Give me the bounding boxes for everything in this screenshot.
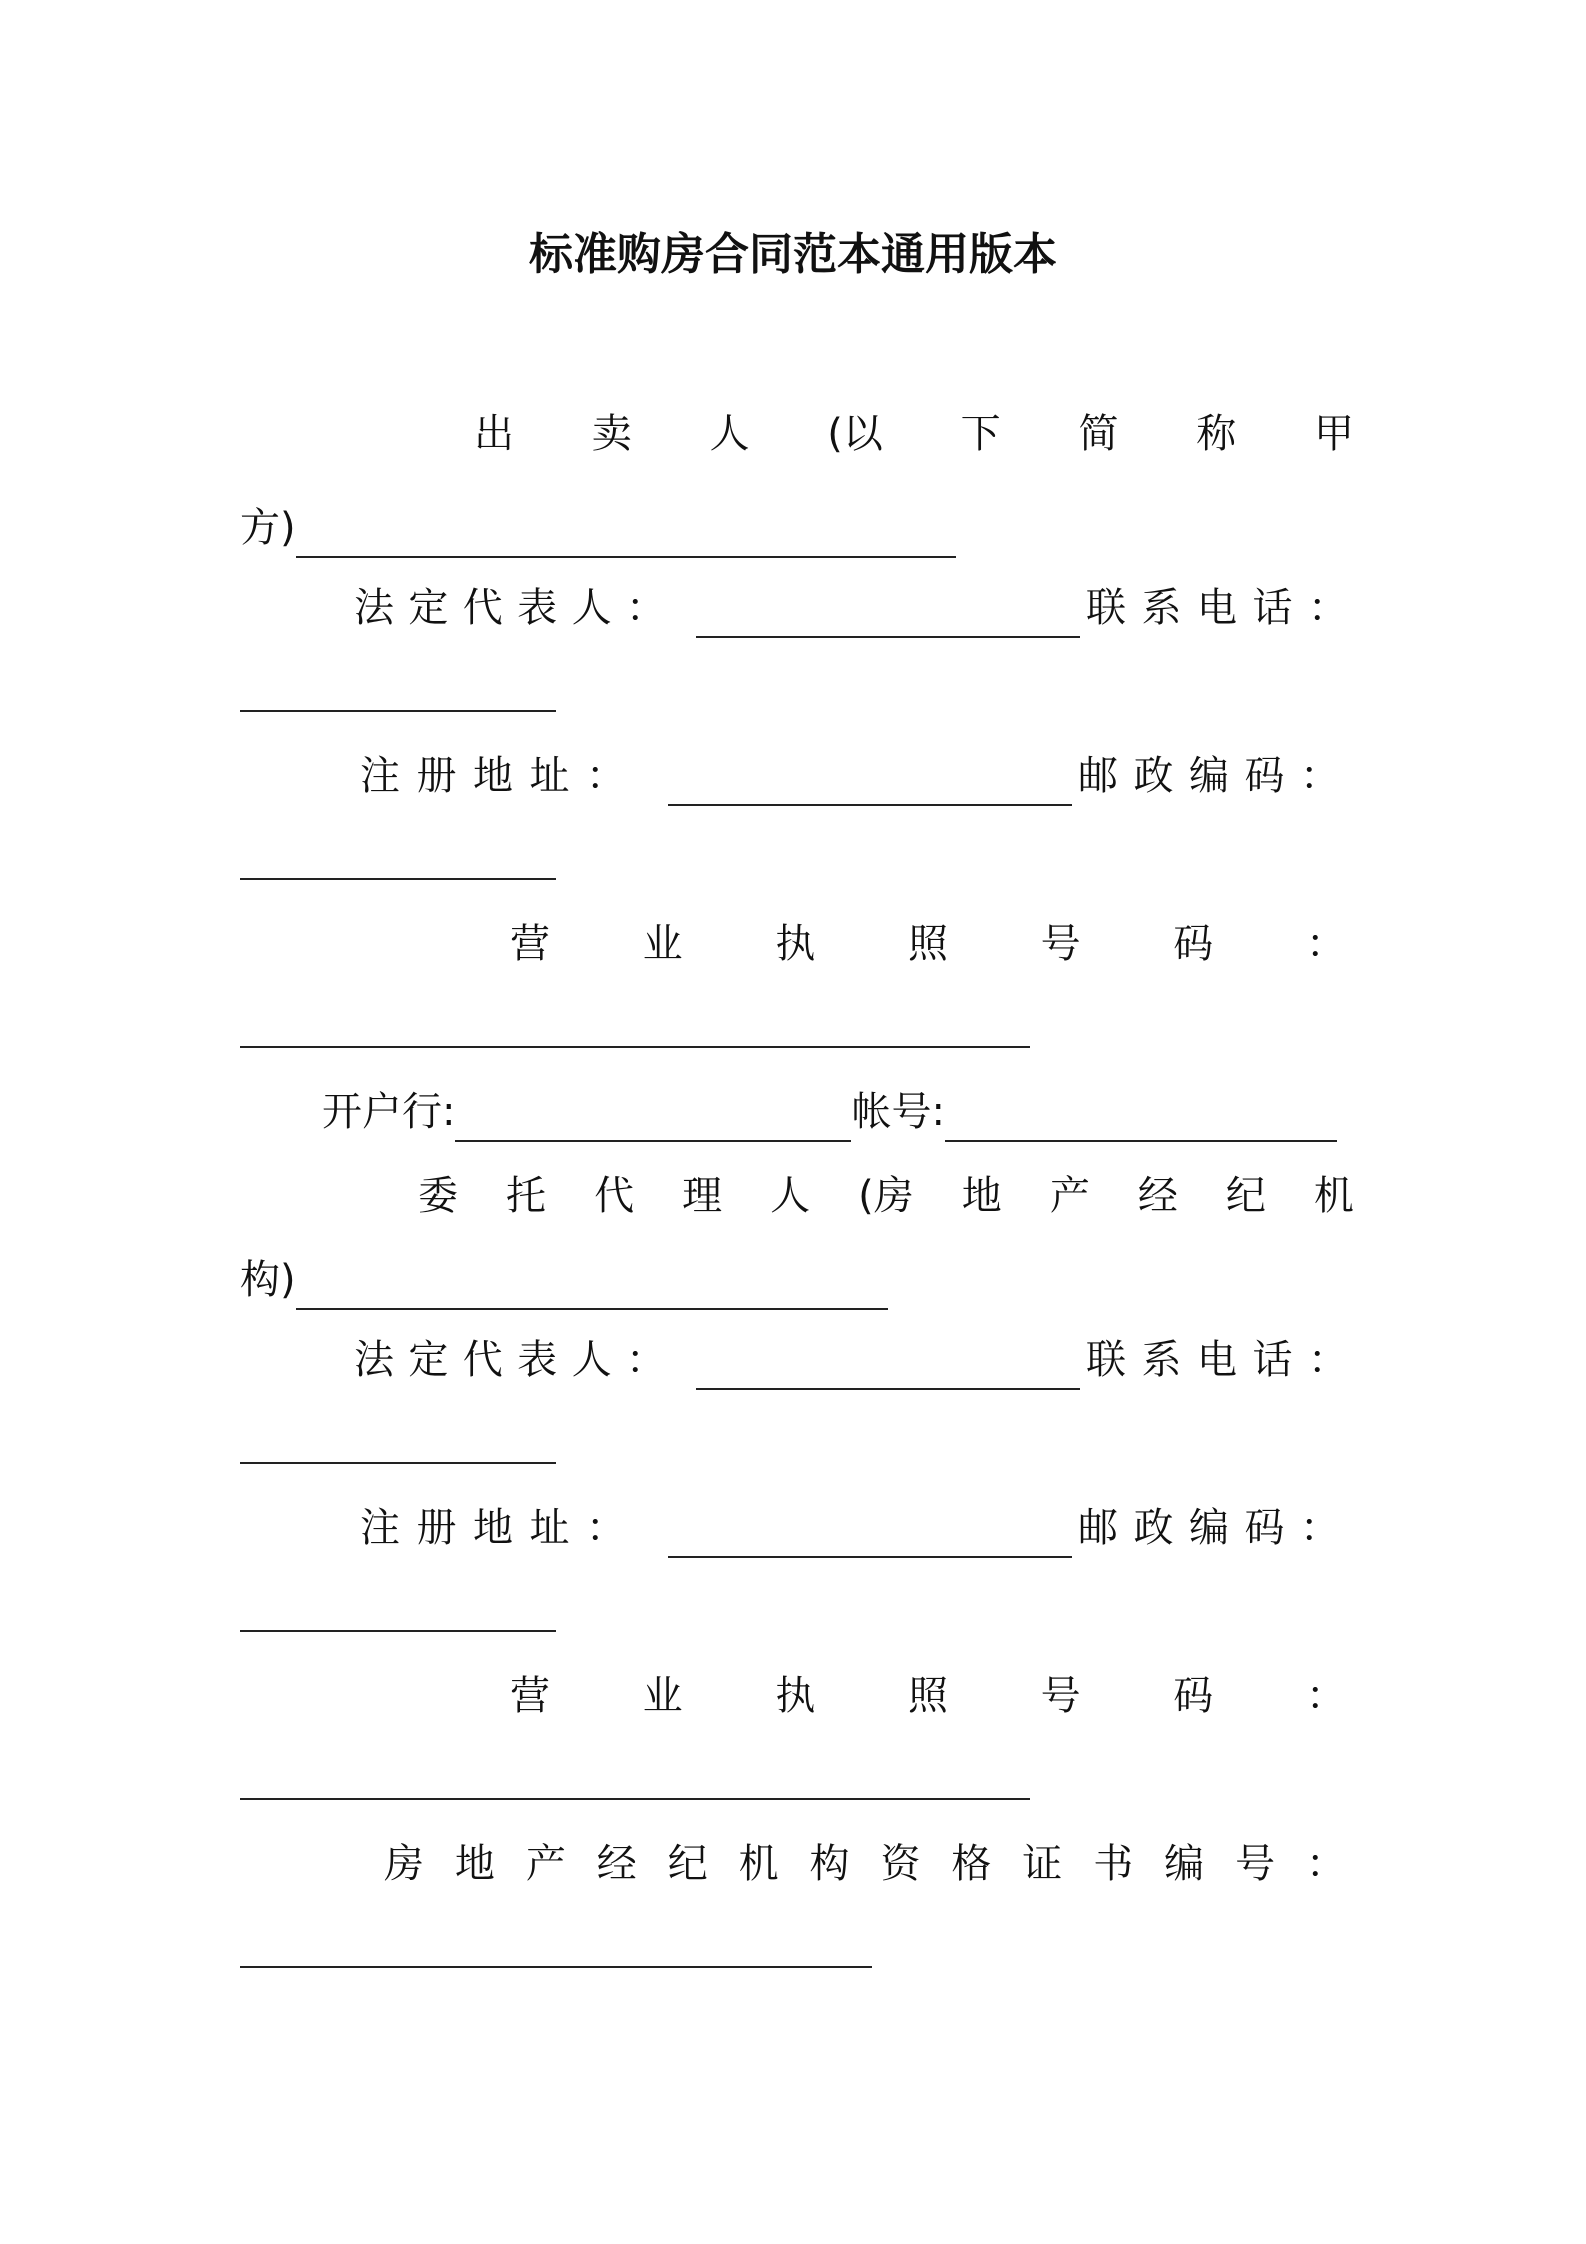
seller-legal-rep-label bbox=[354, 578, 666, 638]
label-char: 编 bbox=[1189, 1505, 1229, 1551]
label-char: 书 bbox=[1093, 1841, 1134, 1887]
seller-phone-blank[interactable] bbox=[240, 710, 556, 712]
agent-postcode-label bbox=[1078, 1498, 1340, 1558]
bank-blank[interactable] bbox=[455, 1096, 851, 1142]
label-char: 册 bbox=[416, 753, 457, 799]
seller-address-row bbox=[360, 746, 1340, 806]
label-char: 电 bbox=[1197, 1337, 1237, 1383]
label-char: 注 bbox=[360, 753, 400, 799]
label-char: 码 bbox=[1173, 921, 1214, 967]
label-char: 甲 bbox=[1313, 411, 1354, 457]
label-char: 编 bbox=[1164, 1841, 1205, 1887]
label-char: 营 bbox=[510, 1673, 550, 1719]
label-char: (以 bbox=[827, 411, 883, 457]
label-char: 业 bbox=[642, 1673, 683, 1719]
label-char: 地 bbox=[473, 1505, 513, 1551]
label-char: ： bbox=[1305, 921, 1346, 967]
label-char: 证 bbox=[1022, 1841, 1063, 1887]
label-char: ： bbox=[1305, 1841, 1346, 1887]
label-char: 政 bbox=[1133, 753, 1174, 799]
label-char: 号 bbox=[1040, 1673, 1081, 1719]
label-char: 邮 bbox=[1078, 753, 1118, 799]
label-char: 人 bbox=[571, 1337, 612, 1383]
label-char: ： bbox=[1305, 1673, 1346, 1719]
label-char: 简 bbox=[1078, 411, 1119, 457]
label-char: 理 bbox=[682, 1173, 723, 1219]
agent-address-label bbox=[360, 1498, 626, 1558]
bank-label: 开户行: bbox=[322, 1089, 456, 1135]
agent-legal-rep-row bbox=[354, 1330, 1348, 1390]
seller-name-line bbox=[240, 498, 956, 558]
label-char: 人 bbox=[770, 1173, 811, 1219]
seller-license-blank[interactable] bbox=[240, 1046, 1030, 1048]
seller-license-label bbox=[510, 914, 1346, 974]
agent-phone-label bbox=[1086, 1330, 1348, 1390]
label-char: ： bbox=[625, 585, 666, 631]
label-char: 人 bbox=[709, 411, 750, 457]
label-char: 表 bbox=[517, 585, 558, 631]
agent-address-row bbox=[360, 1498, 1340, 1558]
label-char: 照 bbox=[907, 921, 948, 967]
label-char: 出 bbox=[474, 411, 514, 457]
label-char: 码 bbox=[1244, 753, 1285, 799]
label-char: 联 bbox=[1086, 585, 1126, 631]
label-char: (房 bbox=[858, 1173, 914, 1219]
seller-postcode-label bbox=[1078, 746, 1340, 806]
label-char: 定 bbox=[408, 585, 449, 631]
label-char: 址 bbox=[529, 753, 570, 799]
agent-legal-rep-label bbox=[354, 1330, 666, 1390]
seller-legal-rep-blank[interactable] bbox=[696, 592, 1080, 638]
label-char: 构 bbox=[809, 1841, 850, 1887]
label-char: 法 bbox=[354, 1337, 394, 1383]
seller-address-label bbox=[360, 746, 626, 806]
agent-license-label bbox=[510, 1666, 1346, 1726]
label-char: 业 bbox=[642, 921, 683, 967]
agent-legal-rep-blank[interactable] bbox=[696, 1344, 1080, 1390]
label-char: 托 bbox=[506, 1173, 547, 1219]
label-char: 称 bbox=[1196, 411, 1237, 457]
seller-label-line bbox=[474, 404, 1354, 464]
label-char: 地 bbox=[961, 1173, 1002, 1219]
label-char: 代 bbox=[462, 1337, 503, 1383]
seller-address-blank[interactable] bbox=[668, 760, 1072, 806]
label-char: 话 bbox=[1252, 1337, 1293, 1383]
label-char: 代 bbox=[594, 1173, 635, 1219]
label-char: 编 bbox=[1189, 753, 1229, 799]
bank-account-row bbox=[322, 1082, 1337, 1142]
label-char: 纪 bbox=[667, 1841, 708, 1887]
agent-license-blank[interactable] bbox=[240, 1798, 1030, 1800]
label-char: 电 bbox=[1197, 585, 1237, 631]
label-char: 卖 bbox=[591, 411, 632, 457]
label-char: 经 bbox=[596, 1841, 637, 1887]
label-char: 系 bbox=[1141, 585, 1182, 631]
agent-label-cont: 构) bbox=[240, 1257, 296, 1303]
label-char: 委 bbox=[418, 1173, 458, 1219]
agent-label-line bbox=[418, 1166, 1354, 1226]
account-label: 帐号: bbox=[851, 1089, 945, 1135]
agent-address-blank[interactable] bbox=[668, 1512, 1072, 1558]
seller-legal-rep-row bbox=[354, 578, 1348, 638]
agent-cert-blank[interactable] bbox=[240, 1966, 872, 1968]
label-char: ： bbox=[1308, 585, 1348, 631]
label-char: 格 bbox=[951, 1841, 992, 1887]
label-char: 执 bbox=[775, 921, 816, 967]
label-char: 执 bbox=[775, 1673, 816, 1719]
label-char: ： bbox=[586, 753, 626, 799]
agent-postcode-blank[interactable] bbox=[240, 1630, 556, 1632]
seller-postcode-blank[interactable] bbox=[240, 878, 556, 880]
label-char: 人 bbox=[571, 585, 612, 631]
label-char: 地 bbox=[473, 753, 513, 799]
label-char: 册 bbox=[416, 1505, 457, 1551]
label-char: 资 bbox=[880, 1841, 921, 1887]
label-char: 纪 bbox=[1225, 1173, 1266, 1219]
seller-name-blank[interactable] bbox=[296, 512, 956, 558]
label-char: ： bbox=[1308, 1337, 1348, 1383]
label-char: 表 bbox=[517, 1337, 558, 1383]
seller-phone-label bbox=[1086, 578, 1348, 638]
label-char: 注 bbox=[360, 1505, 400, 1551]
label-char: 联 bbox=[1086, 1337, 1126, 1383]
label-char: 系 bbox=[1141, 1337, 1182, 1383]
label-char: 下 bbox=[960, 411, 1001, 457]
label-char: 营 bbox=[510, 921, 550, 967]
label-char: 产 bbox=[1049, 1173, 1090, 1219]
account-blank[interactable] bbox=[945, 1096, 1337, 1142]
label-char: 地 bbox=[454, 1841, 495, 1887]
label-char: 经 bbox=[1137, 1173, 1178, 1219]
label-char: ： bbox=[1300, 753, 1340, 799]
label-char: 机 bbox=[1313, 1173, 1354, 1219]
agent-phone-blank[interactable] bbox=[240, 1462, 556, 1464]
label-char: 机 bbox=[738, 1841, 779, 1887]
agent-cert-label bbox=[384, 1834, 1346, 1894]
label-char: 产 bbox=[525, 1841, 566, 1887]
label-char: 址 bbox=[529, 1505, 570, 1551]
label-char: 码 bbox=[1173, 1673, 1214, 1719]
label-char: ： bbox=[1300, 1505, 1340, 1551]
label-char: 代 bbox=[462, 585, 503, 631]
label-char: 号 bbox=[1235, 1841, 1276, 1887]
label-char: 话 bbox=[1252, 585, 1293, 631]
document-title: 标准购房合同范本通用版本 bbox=[529, 229, 1057, 280]
agent-name-line bbox=[240, 1250, 888, 1310]
label-char: 法 bbox=[354, 585, 394, 631]
label-char: 邮 bbox=[1078, 1505, 1118, 1551]
label-char: 号 bbox=[1040, 921, 1081, 967]
label-char: ： bbox=[586, 1505, 626, 1551]
label-char: 政 bbox=[1133, 1505, 1174, 1551]
label-char: 定 bbox=[408, 1337, 449, 1383]
label-char: 码 bbox=[1244, 1505, 1285, 1551]
label-char: 照 bbox=[907, 1673, 948, 1719]
seller-label-cont: 方) bbox=[240, 505, 296, 551]
label-char: ： bbox=[625, 1337, 666, 1383]
agent-name-blank[interactable] bbox=[296, 1264, 888, 1310]
label-char: 房 bbox=[384, 1841, 424, 1887]
